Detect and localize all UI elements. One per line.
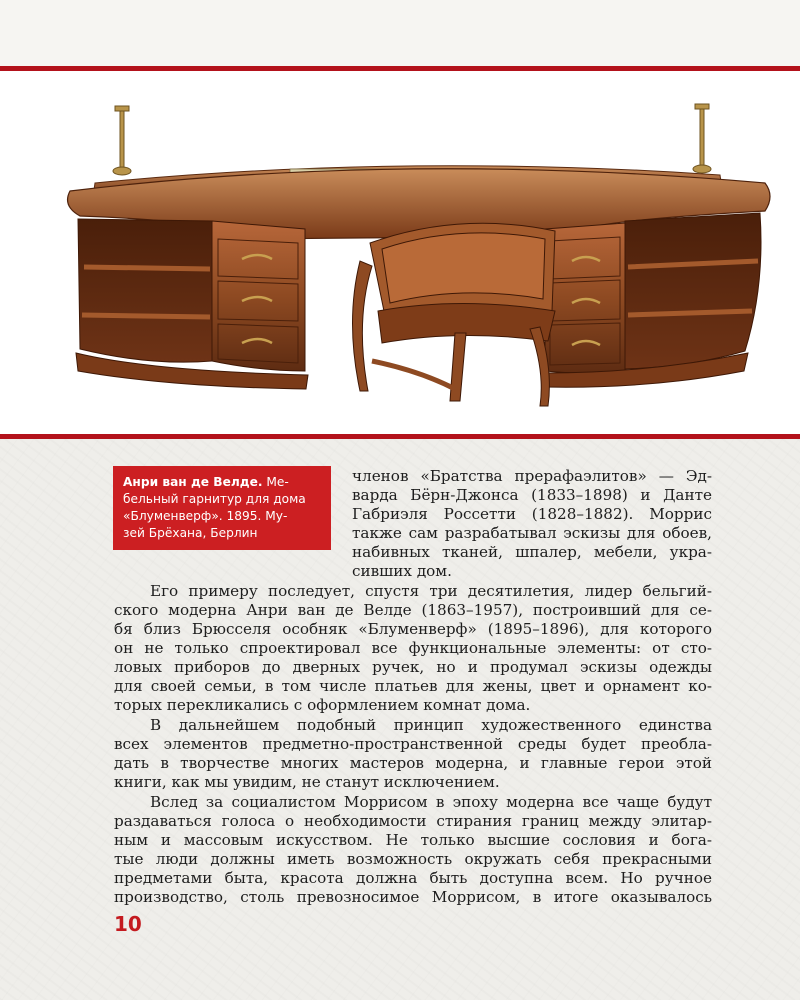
- body-line: сивших дом.: [352, 562, 452, 580]
- left-shelves: [78, 219, 212, 362]
- caption-line-1: Анри ван де Велде. Ме-: [123, 475, 289, 489]
- page-number: 10: [114, 912, 142, 936]
- body-line: всех элементов предметно-пространственной среды будет преобла-: [114, 735, 712, 753]
- body-line: набивных тканей, шпалер, мебели, укра-: [352, 543, 712, 561]
- body-line: бя близ Брюсселя особняк «Блуменверф» (1895–1896), для которого: [114, 620, 712, 638]
- caption-line-3: «Блуменверф». 1895. Му-: [123, 509, 288, 523]
- figure-caption: [113, 466, 331, 550]
- body-line: предметами быта, красота должна быть доступна всем. Но ручное: [114, 869, 712, 887]
- top-margin: [0, 0, 800, 66]
- body-line: для своей семьи, в том числе платьев для жены, цвет и орнамент ко-: [114, 677, 712, 695]
- body-line: членов «Братства прерафаэлитов» — Эд-: [352, 467, 712, 485]
- body-line: тые люди должны иметь возможность окружать себя прекрасными: [114, 850, 712, 868]
- body-line: он не только спроектировал все функциональные элементы: от сто-: [114, 639, 712, 657]
- caption-line-4: зей Брёхана, Берлин: [123, 526, 258, 540]
- caption-author: Анри ван де Велде.: [123, 475, 263, 489]
- body-line: ского модерна Анри ван де Велде (1863–1957), построивший для се-: [114, 601, 712, 619]
- body-line: ловых приборов до дверных ручек, но и продумал эскизы одежды: [114, 658, 712, 676]
- caption-line-2: бельный гарнитур для дома: [123, 492, 306, 506]
- body-line: Его примеру последует, спустя три десятилетия, лидер бельгий-: [150, 582, 712, 600]
- body-line: В дальнейшем подобный принцип художественного единства: [150, 716, 712, 734]
- desk-photo: [0, 71, 800, 434]
- right-shelves: [625, 213, 761, 369]
- body-line: производство, столь превозносимое Моррисом, в итоге оказывалось: [114, 888, 712, 906]
- body-line: торых перекликались с оформлением комнат дома.: [114, 696, 531, 714]
- body-line: также сам разрабатывал эскизы для обоев,: [352, 524, 712, 542]
- body-line: книги, как мы увидим, не станут исключением.: [114, 773, 500, 791]
- photo-panel: [0, 71, 800, 434]
- body-line: раздаваться голоса о необходимости стирания границ между элитар-: [114, 812, 712, 830]
- body-line: варда Бёрн-Джонса (1833–1898) и Данте: [352, 486, 712, 504]
- body-line: Габриэля Россетти (1828–1882). Моррис: [352, 505, 712, 523]
- body-line: дать в творчестве многих мастеров модерна, и главные герои этой: [114, 754, 712, 772]
- left-candlestick: [113, 106, 131, 175]
- body-line: ным и массовым искусством. Не только высшие сословия и бога-: [114, 831, 712, 849]
- right-candlestick: [693, 104, 711, 173]
- armchair: [353, 223, 556, 406]
- body-line: Вслед за социалистом Моррисом в эпоху модерна все чаще будут: [150, 793, 712, 811]
- bottom-red-rule: [0, 434, 800, 439]
